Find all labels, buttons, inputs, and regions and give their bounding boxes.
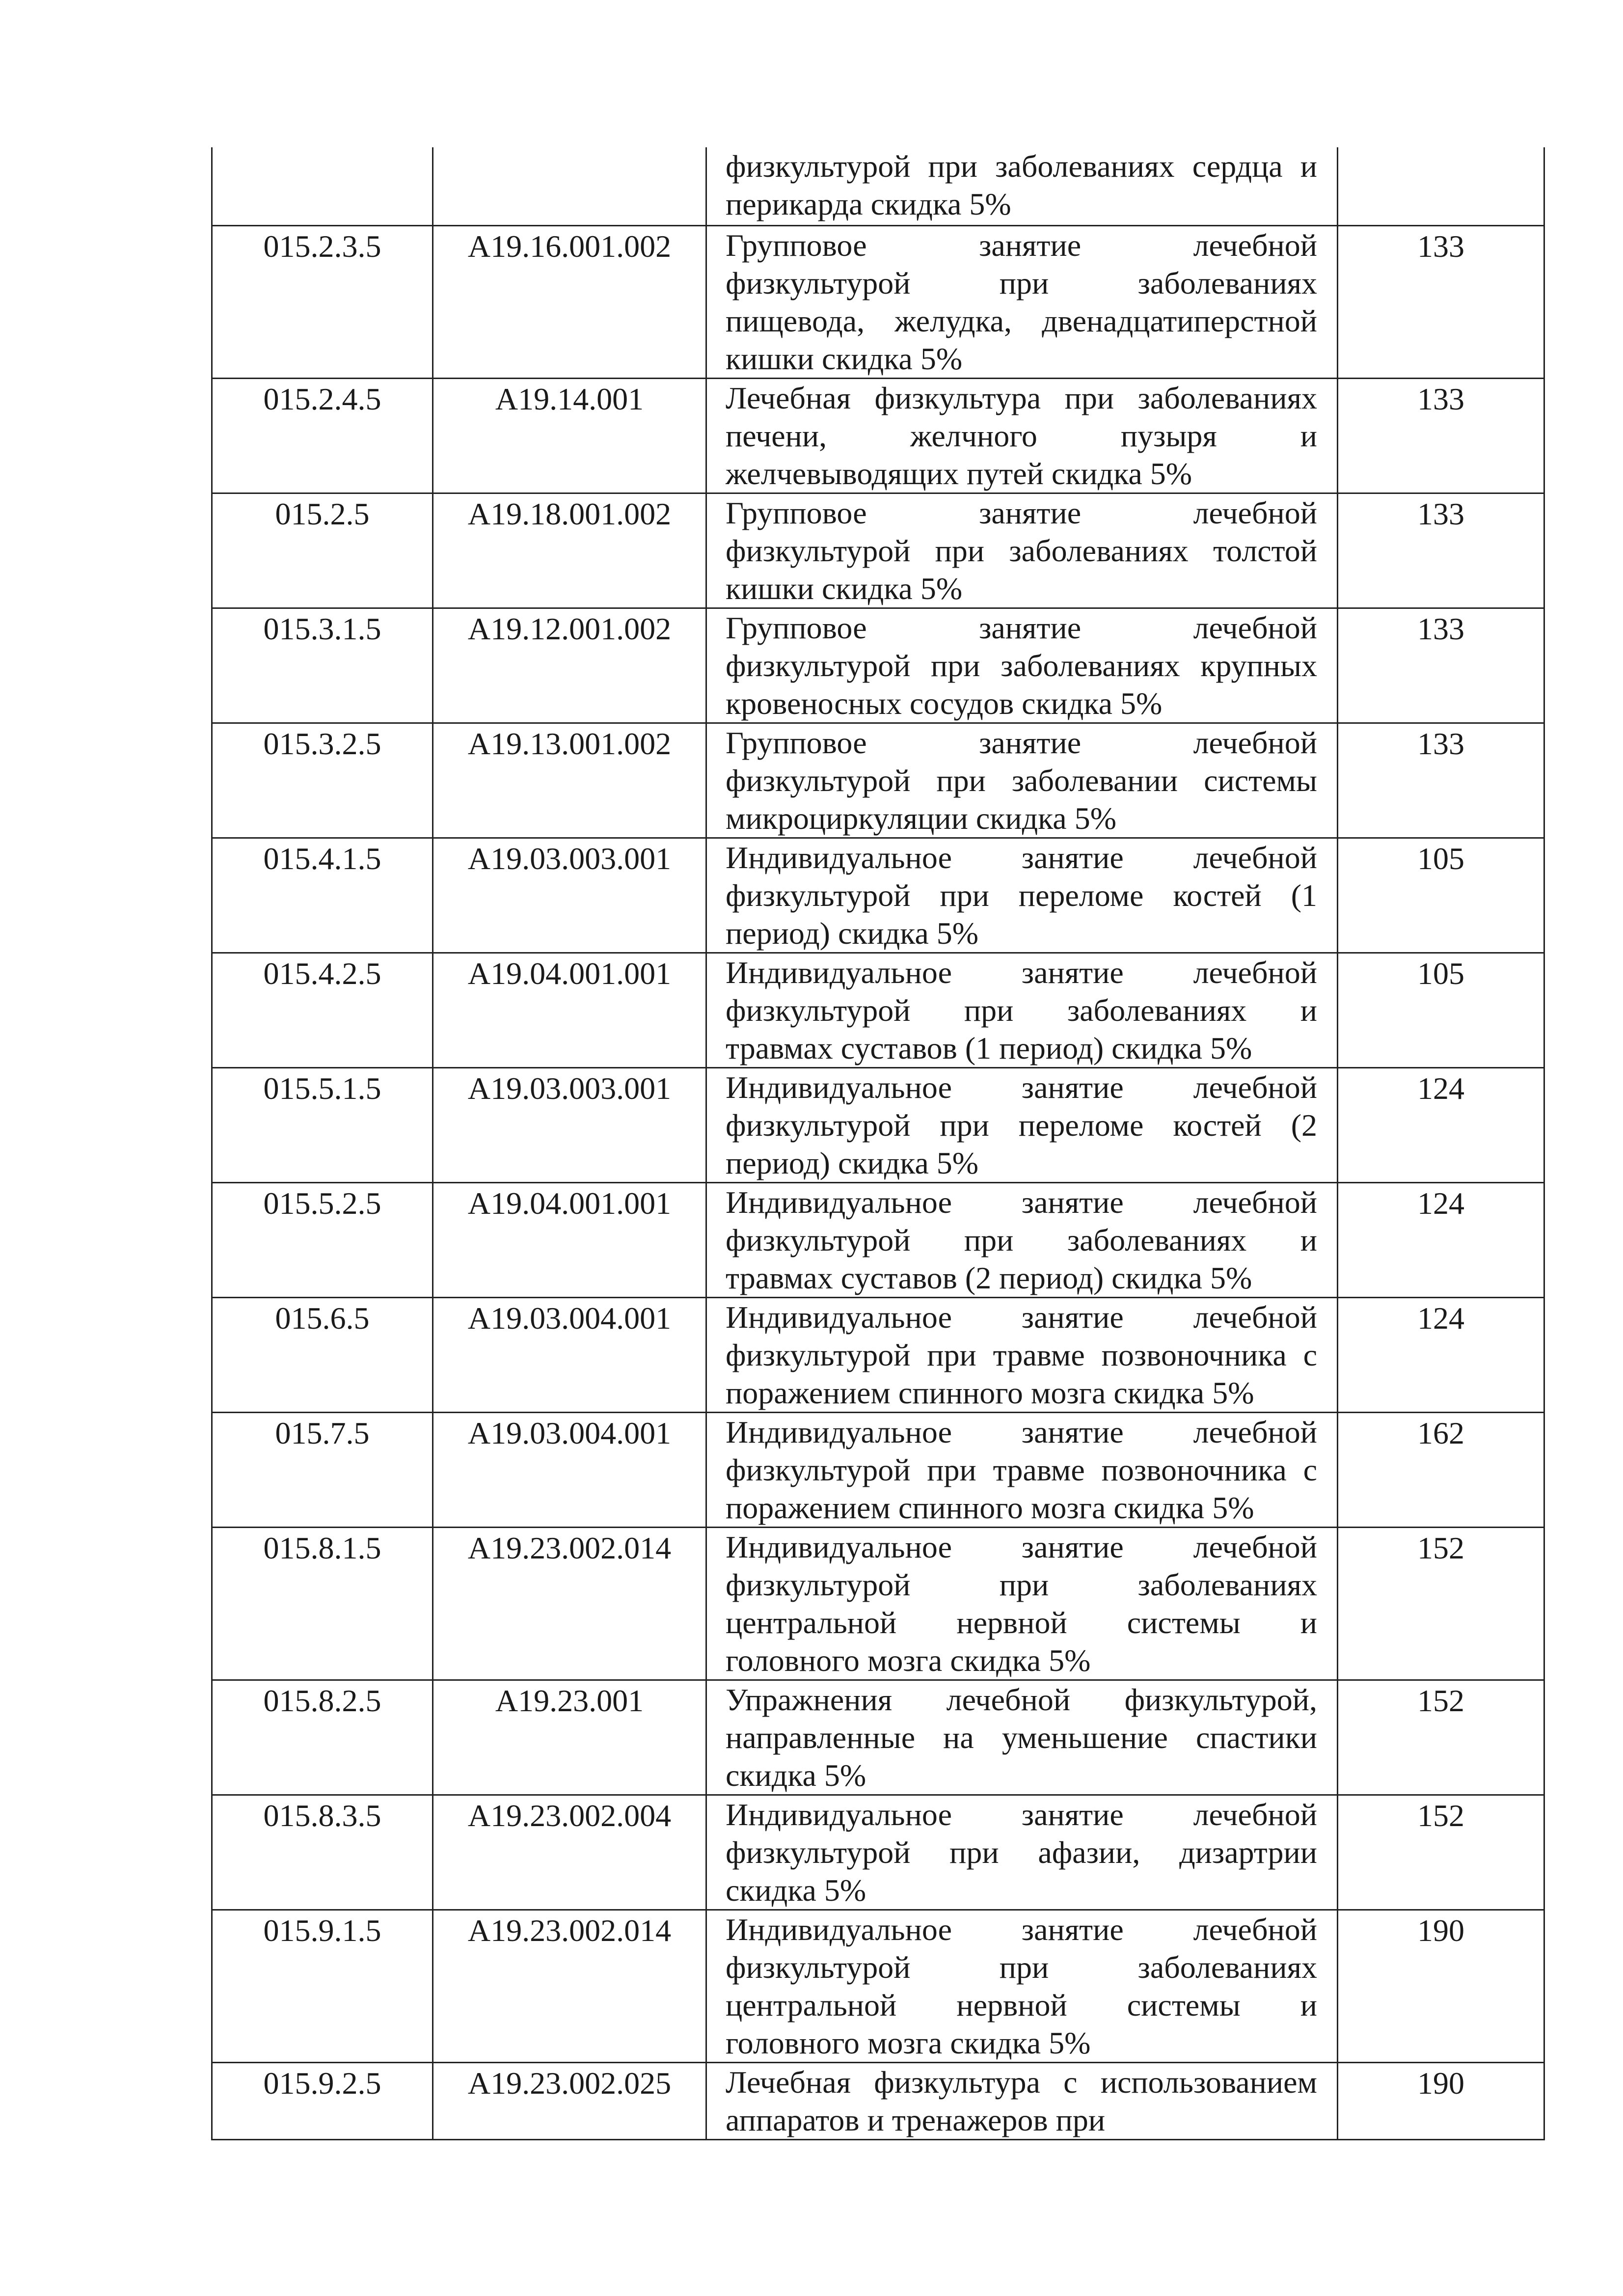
- description-line: Лечебная физкультура при заболеваниях: [726, 380, 1317, 415]
- row-code: 015.5.1.5: [212, 1067, 433, 1182]
- price-table: [211, 147, 1545, 2140]
- description-line: головного мозга скидка 5%: [726, 2025, 1091, 2060]
- price: 162: [1338, 1412, 1544, 1527]
- description-line: кишки скидка 5%: [726, 341, 963, 376]
- price: 105: [1338, 838, 1544, 953]
- description-line: физкультурой при заболеваниях крупных: [726, 648, 1317, 683]
- service-code: А19.23.002.004: [433, 1795, 706, 1910]
- description-line: травмах суставов (1 период) скидка 5%: [726, 1030, 1252, 1066]
- table-row: [212, 1680, 1544, 1795]
- description-line: Лечебная физкультура с использованием: [726, 2064, 1317, 2100]
- description-line: аппаратов и тренажеров при: [726, 2102, 1106, 2137]
- description-line: физкультурой при заболеваниях: [726, 1949, 1317, 1985]
- table-row: [212, 1527, 1544, 1680]
- description-line: головного мозга скидка 5%: [726, 1642, 1091, 1678]
- table-row: [212, 723, 1544, 838]
- description-line: Индивидуальное занятие лечебной: [726, 1414, 1317, 1449]
- description-line: Индивидуальное занятие лечебной: [726, 1184, 1317, 1220]
- description-line: кровеносных сосудов скидка 5%: [726, 685, 1163, 721]
- service-description: [706, 953, 1338, 1067]
- service-description: [706, 2062, 1338, 2139]
- description-line: Групповое занятие лечебной: [726, 495, 1317, 530]
- service-code: А19.13.001.002: [433, 723, 706, 838]
- row-code: 015.6.5: [212, 1297, 433, 1412]
- row-code: 015.4.2.5: [212, 953, 433, 1067]
- description-line: кишки скидка 5%: [726, 571, 963, 606]
- description-line: поражением спинного мозга скидка 5%: [726, 1490, 1254, 1525]
- description-line: Групповое занятие лечебной: [726, 610, 1317, 645]
- description-line: физкультурой при переломе костей (2: [726, 1107, 1317, 1143]
- service-code: А19.04.001.001: [433, 1182, 706, 1297]
- description-line: Индивидуальное занятие лечебной: [726, 1529, 1317, 1564]
- description-line: печени, желчного пузыря и: [726, 418, 1317, 453]
- description-line: физкультурой при заболеваниях сердца и: [726, 149, 1317, 184]
- table-row: [212, 378, 1544, 493]
- service-code: А19.03.004.001: [433, 1412, 706, 1527]
- service-code: А19.04.001.001: [433, 953, 706, 1067]
- description-line: физкультурой при заболевании системы: [726, 763, 1317, 798]
- service-description: [706, 1910, 1338, 2062]
- row-code: 015.8.2.5: [212, 1680, 433, 1795]
- service-description: [706, 1412, 1338, 1527]
- row-code: 015.8.1.5: [212, 1527, 433, 1680]
- price: 133: [1338, 378, 1544, 493]
- price: 105: [1338, 953, 1544, 1067]
- service-description: [706, 838, 1338, 953]
- description-line: Индивидуальное занятие лечебной: [726, 1069, 1317, 1105]
- service-description: [706, 1067, 1338, 1182]
- row-code: 015.9.1.5: [212, 1910, 433, 2062]
- description-line: центральной нервной системы и: [726, 1987, 1317, 2023]
- service-code: А19.03.004.001: [433, 1297, 706, 1412]
- service-description: [706, 1527, 1338, 1680]
- service-description: [706, 608, 1338, 723]
- description-line: скидка 5%: [726, 1872, 866, 1908]
- row-code: 015.8.3.5: [212, 1795, 433, 1910]
- description-line: центральной нервной системы и: [726, 1605, 1317, 1640]
- row-code: 015.3.2.5: [212, 723, 433, 838]
- service-code: А19.14.001: [433, 378, 706, 493]
- price: 133: [1338, 723, 1544, 838]
- description-line: Индивидуальное занятие лечебной: [726, 840, 1317, 875]
- description-line: Индивидуальное занятие лечебной: [726, 955, 1317, 990]
- table-row: [212, 1795, 1544, 1910]
- price: 133: [1338, 608, 1544, 723]
- description-line: пищевода, желудка, двенадцатиперстной: [726, 303, 1317, 338]
- description-line: физкультурой при травме позвоночника с: [726, 1452, 1317, 1487]
- price: 152: [1338, 1527, 1544, 1680]
- row-code: 015.3.1.5: [212, 608, 433, 723]
- description-line: физкультурой при переломе костей (1: [726, 877, 1317, 913]
- description-line: Индивидуальное занятие лечебной: [726, 1912, 1317, 1947]
- table-row: [212, 225, 1544, 378]
- row-code: 015.7.5: [212, 1412, 433, 1527]
- description-line: физкультурой при травме позвоночника с: [726, 1337, 1317, 1372]
- description-line: скидка 5%: [726, 1757, 866, 1793]
- service-description: [706, 493, 1338, 608]
- description-line: перикарда скидка 5%: [726, 187, 1011, 221]
- description-line: период) скидка 5%: [726, 1145, 979, 1180]
- price: 152: [1338, 1795, 1544, 1910]
- service-description: [706, 225, 1338, 378]
- service-code: А19.18.001.002: [433, 493, 706, 608]
- description-line: Групповое занятие лечебной: [726, 227, 1317, 263]
- service-code: А19.03.003.001: [433, 838, 706, 953]
- price: 124: [1338, 1182, 1544, 1297]
- service-code: А19.23.002.014: [433, 1910, 706, 2062]
- description-line: Групповое занятие лечебной: [726, 725, 1317, 760]
- price: 124: [1338, 1067, 1544, 1182]
- service-description: [706, 1297, 1338, 1412]
- price: 152: [1338, 1680, 1544, 1795]
- description-line: физкультурой при заболеваниях толстой: [726, 533, 1317, 568]
- price: 124: [1338, 1297, 1544, 1412]
- service-description: [706, 723, 1338, 838]
- description-line: желчевыводящих путей скидка 5%: [726, 456, 1192, 491]
- service-code: [433, 147, 706, 225]
- description-line: Упражнения лечебной физкультурой,: [726, 1682, 1317, 1717]
- service-description: [706, 1182, 1338, 1297]
- description-line: направленные на уменьшение спастики: [726, 1720, 1317, 1755]
- service-code: А19.23.002.025: [433, 2062, 706, 2139]
- service-code: А19.23.001: [433, 1680, 706, 1795]
- price: 190: [1338, 2062, 1544, 2139]
- row-code: 015.9.2.5: [212, 2062, 433, 2139]
- price: [1338, 147, 1544, 225]
- description-line: физкультурой при заболеваниях и: [726, 992, 1317, 1028]
- table-row: [212, 1412, 1544, 1527]
- service-description: [706, 147, 1338, 225]
- service-description: [706, 1795, 1338, 1910]
- service-code: А19.16.001.002: [433, 225, 706, 378]
- table-row: [212, 1910, 1544, 2062]
- description-line: физкультурой при заболеваниях и: [726, 1222, 1317, 1257]
- description-line: физкультурой при заболеваниях: [726, 265, 1317, 301]
- description-line: травмах суставов (2 период) скидка 5%: [726, 1260, 1252, 1295]
- description-line: микроциркуляции скидка 5%: [726, 800, 1116, 836]
- row-code: 015.5.2.5: [212, 1182, 433, 1297]
- price: 133: [1338, 225, 1544, 378]
- service-code: А19.23.002.014: [433, 1527, 706, 1680]
- row-code: 015.2.3.5: [212, 225, 433, 378]
- price: 133: [1338, 493, 1544, 608]
- description-line: период) скидка 5%: [726, 915, 979, 951]
- table-row: [212, 608, 1544, 723]
- price: 190: [1338, 1910, 1544, 2062]
- table-row: [212, 838, 1544, 953]
- service-code: А19.03.003.001: [433, 1067, 706, 1182]
- row-code: [212, 147, 433, 225]
- description-line: физкультурой при афазии, дизартрии: [726, 1834, 1317, 1870]
- description-line: Индивидуальное занятие лечебной: [726, 1797, 1317, 1832]
- table-row: [212, 1182, 1544, 1297]
- table-row: [212, 493, 1544, 608]
- service-code: А19.12.001.002: [433, 608, 706, 723]
- table-row: [212, 1067, 1544, 1182]
- table-row: [212, 147, 1544, 225]
- row-code: 015.2.5: [212, 493, 433, 608]
- table-row: [212, 953, 1544, 1067]
- row-code: 015.2.4.5: [212, 378, 433, 493]
- service-description: [706, 378, 1338, 493]
- description-line: Индивидуальное занятие лечебной: [726, 1299, 1317, 1335]
- table-row: [212, 2062, 1544, 2139]
- description-line: физкультурой при заболеваниях: [726, 1567, 1317, 1602]
- table-row: [212, 1297, 1544, 1412]
- description-line: поражением спинного мозга скидка 5%: [726, 1375, 1254, 1410]
- row-code: 015.4.1.5: [212, 838, 433, 953]
- service-description: [706, 1680, 1338, 1795]
